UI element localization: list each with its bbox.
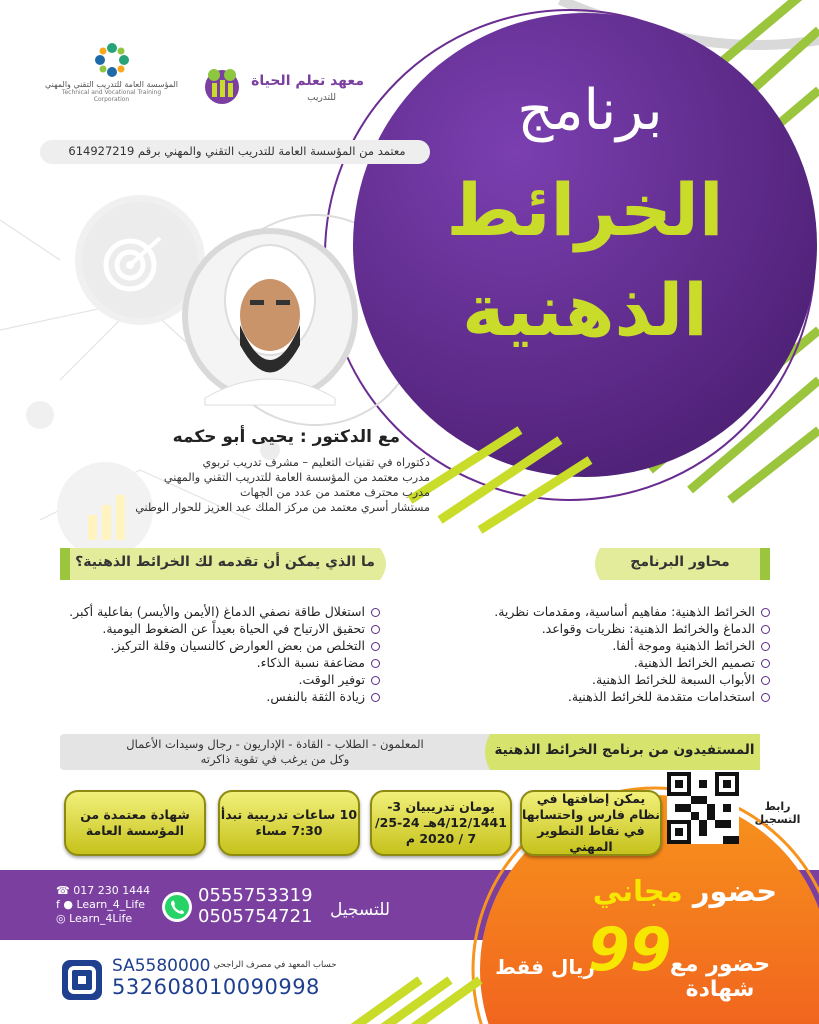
free-word: مجاني <box>592 874 683 908</box>
list-item: مضاعفة نسبة الذكاء. <box>60 654 380 671</box>
list-item: تصميم الخرائط الذهنية. <box>470 654 770 671</box>
bullet-icon <box>761 642 770 651</box>
bullet-icon <box>371 659 380 668</box>
axes-heading: محاور البرنامج <box>630 554 730 570</box>
bullet-icon <box>761 608 770 617</box>
benefits-list <box>60 603 380 705</box>
social-handle: ◎ Learn_4Life <box>56 912 133 925</box>
cert-attendance: حضور مع شهادة <box>669 952 771 1002</box>
iban: SA5580000 <box>112 956 211 976</box>
price: 99 <box>588 915 672 985</box>
social-icons: f ● <box>56 898 73 911</box>
list-item: تحقيق الارتياح في الحياة بعيداً عن الضغوط اليومية. <box>60 620 380 637</box>
trainer-credentials <box>40 455 430 515</box>
credential-line: مدرب محترف معتمد من عدد من الجهات <box>240 486 430 499</box>
bank-note: حساب المعهد في مصرف الراجحي <box>213 960 337 970</box>
bullet-icon <box>371 693 380 702</box>
social-handle: f ● Learn_4_Life <box>56 898 146 911</box>
badge-fares: يمكن إضافتها في نظام فارس واحتسابها في نقاط التطوير المهني <box>520 790 662 856</box>
free-prefix: حضور <box>692 874 778 908</box>
badge-hours: 10 ساعات تدريبية تبدأ 7:30 مساء <box>218 790 360 856</box>
beneficiaries-heading: المستفيدون من برنامج الخرائط الذهنية <box>494 742 755 758</box>
whatsapp-icon[interactable] <box>160 890 194 924</box>
list-item: الخرائط الذهنية وموجة ألفا. <box>470 637 770 654</box>
list-item: استغلال طاقة نصفي الدماغ (الأيمن والأيسر) بفاعلية أكبر. <box>60 603 380 620</box>
institute-emblem-icon <box>200 65 244 105</box>
corp-logo <box>44 40 179 115</box>
list-item: الخرائط الذهنية: مفاهيم أساسية، ومقدمات نظرية. <box>470 603 770 620</box>
institute-logo <box>200 65 365 110</box>
alrajhi-bank-icon <box>60 958 104 1002</box>
list-item: الأبواب السبعة للخرائط الذهنية. <box>470 671 770 688</box>
phone-1[interactable]: 0555753319 <box>198 885 313 906</box>
bullet-icon <box>371 642 380 651</box>
bullet-icon <box>761 659 770 668</box>
corp-emblem-icon <box>92 40 132 80</box>
badge-certificate: شهادة معتمدة من المؤسسة العامة <box>64 790 206 856</box>
qr-code-icon[interactable] <box>667 772 739 844</box>
accreditation-text: معتمد من المؤسسة العامة للتدريب التقني والمهني برقم 614927219 <box>68 144 406 158</box>
phone-2[interactable]: 0505754721 <box>198 906 313 927</box>
beneficiaries-line: المعلمون - الطلاب - القادة - الإداريون - رجال وسيدات الأعمال <box>126 737 424 751</box>
account-number: 532608010090998 <box>112 975 320 999</box>
currency: ريال فقط <box>495 955 595 979</box>
beneficiaries-text <box>70 737 480 767</box>
trainer-heading: مع الدكتور : يحيى أبو حكمه <box>172 427 400 447</box>
list-item: توفير الوقت. <box>60 671 380 688</box>
credential-line: مدرب معتمد من المؤسسة العامة للتدريب التقني والمهني <box>163 471 430 484</box>
list-item: استخدامات متقدمة للخرائط الذهنية. <box>470 688 770 705</box>
bullet-icon <box>371 676 380 685</box>
badge-dates: يومان تدريبيان 3-4/12/1441هـ 24-25/ 7 / 2020 م <box>370 790 512 856</box>
list-item: زيادة الثقة بالنفس. <box>60 688 380 705</box>
credential-line: دكتوراه في تقنيات التعليم – مشرف تدريب تربوي <box>202 456 430 469</box>
benefits-heading: ما الذي يمكن أن تقدمه لك الخرائط الذهنية؟ <box>75 554 375 570</box>
contact-block <box>56 884 176 926</box>
phone-numbers[interactable] <box>198 885 318 927</box>
program-label: برنامج <box>517 78 663 143</box>
credential-line: مستشار أسري معتمد من مركز الملك عبد العزيز للحوار الوطني <box>135 501 430 514</box>
qr-label: رابط التسجيل <box>754 800 801 826</box>
beneficiaries-line: وكل من يرغب في تقوية ذاكرته <box>200 752 350 766</box>
bullet-icon <box>761 693 770 702</box>
bullet-icon <box>371 625 380 634</box>
institute-tagline: للتدريب <box>307 93 336 103</box>
phone-icon: ☎ <box>56 884 70 897</box>
bullet-icon <box>761 625 770 634</box>
free-attendance <box>585 873 785 909</box>
corp-name-ar: المؤسسة العامة للتدريب التقني والمهني <box>44 80 178 89</box>
corp-name-en: Technical and Vocational Training Corporation <box>61 89 162 103</box>
list-item: الدماغ والخرائط الذهنية: نظريات وقواعد. <box>470 620 770 637</box>
institute-name: معهد تعلم الحياة <box>251 73 364 89</box>
landline: ☎ 017 230 1444 <box>56 884 151 897</box>
title-line1: الخرائط <box>446 168 724 252</box>
register-label: للتسجيل <box>329 900 391 920</box>
bullet-icon <box>371 608 380 617</box>
title-line2: الذهنية <box>462 268 708 352</box>
list-item: التخلص من بعض العوارض كالنسيان وقلة التركيز. <box>60 637 380 654</box>
axes-list <box>470 603 770 705</box>
bullet-icon <box>761 676 770 685</box>
instagram-icon: ◎ <box>56 912 66 925</box>
